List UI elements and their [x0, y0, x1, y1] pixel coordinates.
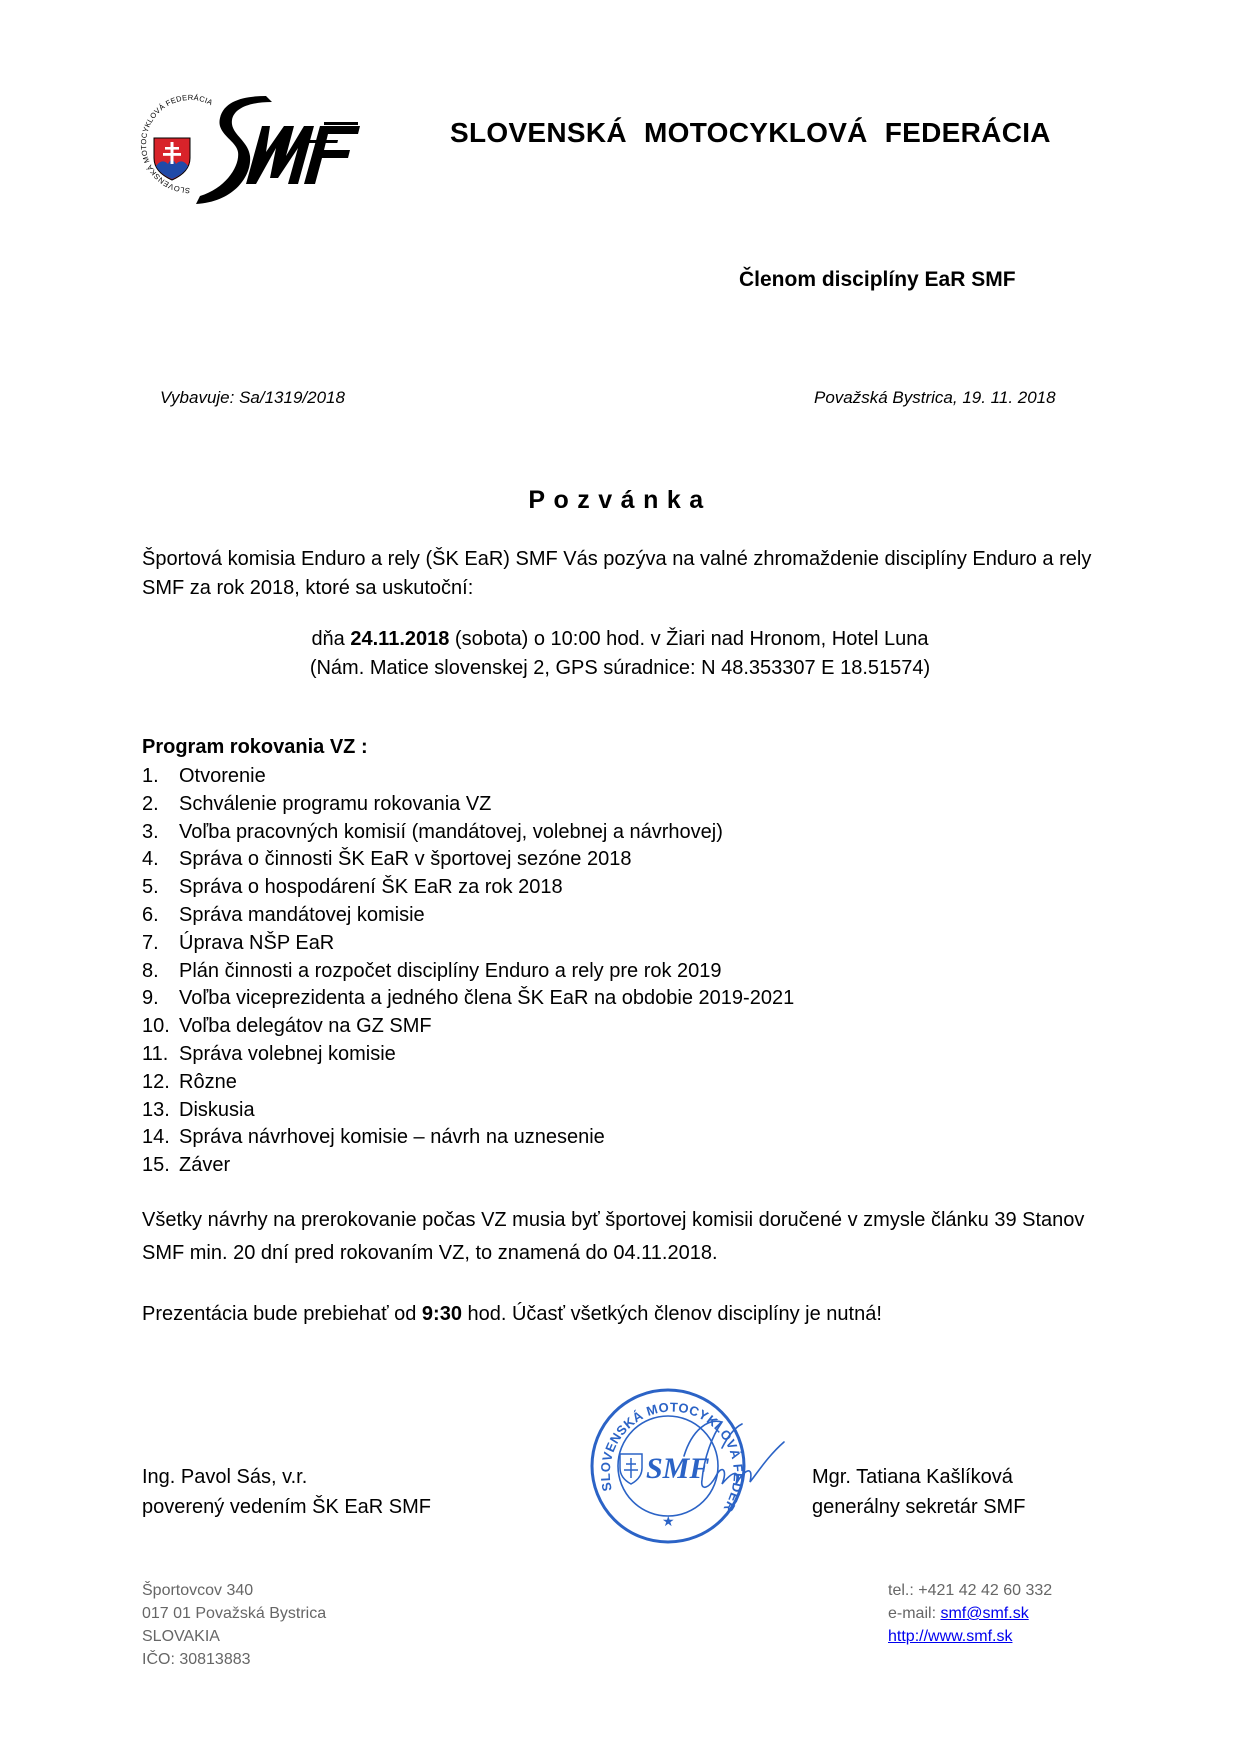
organization-name: SLOVENSKÁ MOTOCYKLOVÁ FEDERÁCIA — [450, 117, 1051, 148]
footer-email-link[interactable]: smf@smf.sk — [940, 1605, 1029, 1622]
footer-contact — [888, 1579, 1052, 1648]
agenda-item — [142, 1013, 1042, 1041]
program-heading: Program rokovania VZ : — [142, 736, 368, 758]
recipient: Členom disciplíny EaR SMF — [739, 268, 1016, 291]
agenda-item-number: 7. — [142, 931, 159, 954]
agenda-item — [142, 902, 1042, 930]
signatory-left-role: poverený vedením ŠK EaR SMF — [142, 1496, 432, 1518]
signature-right — [812, 1462, 1025, 1522]
agenda-item-number: 12. — [142, 1070, 170, 1093]
agenda-item — [142, 1069, 1042, 1097]
agenda-item — [142, 819, 1042, 847]
submission-note: Všetky návrhy na prerokovanie počas VZ musia byť športovej komisii doručené v zmysle článku 39 Stanov SMF min. 20 dní pred rokovaním VZ, to znamená do 04.11.2018. — [142, 1209, 1085, 1264]
agenda-item — [142, 1152, 1042, 1180]
agenda-item-text: Rôzne — [179, 1070, 237, 1093]
stamp-star-icon: ★ — [662, 1513, 675, 1529]
signatory-right-name: Mgr. Tatiana Kašlíková — [812, 1466, 1013, 1488]
agenda-item — [142, 763, 1042, 791]
agenda-item — [142, 958, 1042, 986]
registration-suffix: hod. Účasť všetkých členov disciplíny je nutná! — [461, 1303, 882, 1325]
footer-city: 017 01 Považská Bystrica — [142, 1605, 327, 1622]
signatory-right-role: generálny sekretár SMF — [812, 1496, 1026, 1518]
agenda-item-number: 9. — [142, 987, 159, 1010]
venue-details: (sobota) o 10:00 hod. v Žiari nad Hronom, Hotel Luna — [449, 628, 929, 650]
venue-address: (Nám. Matice slovenskej 2, GPS súradnice: N 48.353307 E 18.51574) — [309, 657, 931, 679]
agenda-item-text: Otvorenie — [179, 765, 266, 787]
agenda-item-text: Záver — [179, 1154, 231, 1177]
agenda-item-number: 3. — [142, 820, 159, 843]
agenda-item-text: Diskusia — [179, 1098, 255, 1121]
footer-email-label: e-mail: — [888, 1605, 941, 1622]
stamp-ring-text: SLOVENSKÁ MOTOCYKLOVÁ FEDER — [597, 1399, 746, 1515]
smf-lettering — [196, 96, 360, 204]
footer-web-link[interactable]: http://www.smf.sk — [888, 1628, 1013, 1645]
agenda-item-number: 15. — [142, 1154, 170, 1177]
agenda-item-text: Správa o hospodárení ŠK EaR za rok 2018 — [179, 876, 563, 899]
agenda-item-text: Plán činnosti a rozpočet disciplíny Enduro a rely pre rok 2019 — [179, 959, 722, 982]
agenda-item-text: Voľba pracovných komisií (mandátovej, volebnej a návrhovej) — [179, 820, 723, 843]
venue-prefix: dňa — [311, 628, 351, 650]
agenda-item-text: Schválenie programu rokovania VZ — [179, 792, 492, 815]
agenda-item-text: Správa návrhovej komisie – návrh na uznesenie — [179, 1126, 605, 1149]
agenda-item-number: 14. — [142, 1126, 170, 1149]
venue-date-line — [0, 625, 1240, 654]
agenda-item-number: 8. — [142, 959, 159, 982]
footer-tel: tel.: +421 42 42 60 332 — [888, 1582, 1053, 1599]
agenda-item — [142, 985, 1042, 1013]
agenda-item — [142, 874, 1042, 902]
footer-country: SLOVAKIA — [142, 1628, 220, 1645]
agenda-item-text: Voľba viceprezidenta a jedného člena ŠK EaR na obdobie 2019-2021 — [179, 987, 795, 1010]
document-title: Pozvánka — [528, 486, 712, 514]
agenda-item-number: 4. — [142, 848, 159, 871]
agenda-item-number: 5. — [142, 876, 159, 899]
footer-street: Športovcov 340 — [142, 1582, 254, 1599]
intro-paragraph: Športová komisia Enduro a rely (ŠK EaR) SMF Vás pozýva na valné zhromaždenie disciplíny Enduro a rely SMF za rok 2018, ktoré sa uskutoční: — [142, 548, 1092, 599]
agenda-item-text: Úprava NŠP EaR — [179, 931, 335, 954]
agenda-item-text: Správa mandátovej komisie — [179, 903, 425, 926]
agenda-item-number: 13. — [142, 1098, 170, 1121]
agenda-item-text: Správa o činnosti ŠK EaR v športovej sezóne 2018 — [179, 848, 632, 871]
place-and-date: Považská Bystrica, 19. 11. 2018 — [814, 388, 1056, 407]
stamp-mark: SMF — [646, 1452, 710, 1485]
signature-left — [142, 1462, 431, 1522]
registration-note — [142, 1300, 882, 1329]
agenda-list — [142, 763, 1042, 1180]
logo-mark: SMF — [138, 92, 141, 93]
venue-block — [0, 625, 1240, 683]
agenda-item-number: 6. — [142, 903, 159, 926]
reference-number: Vybavuje: Sa/1319/2018 — [160, 388, 345, 407]
agenda-item-text: Správa volebnej komisie — [179, 1042, 396, 1065]
agenda-item-number: 1. — [142, 765, 159, 787]
registration-prefix: Prezentácia bude prebiehať od — [142, 1303, 422, 1325]
agenda-item — [142, 1041, 1042, 1069]
agenda-item-number: 10. — [142, 1015, 170, 1038]
registration-time: 9:30 — [421, 1303, 462, 1325]
agenda-item — [142, 930, 1042, 958]
agenda-item — [142, 846, 1042, 874]
signatory-left-name: Ing. Pavol Sás, v.r. — [142, 1466, 308, 1488]
smf-logo — [138, 92, 360, 220]
footer-address — [142, 1579, 326, 1671]
agenda-item — [142, 1097, 1042, 1125]
agenda-item-text: Voľba delegátov na GZ SMF — [179, 1015, 432, 1038]
agenda-item-number: 2. — [142, 792, 159, 815]
venue-date: 24.11.2018 — [350, 628, 450, 650]
agenda-item — [142, 791, 1042, 819]
stamp-shield-icon — [620, 1454, 642, 1484]
footer-email-line — [888, 1602, 1052, 1625]
agenda-item — [142, 1124, 1042, 1152]
official-stamp — [572, 1360, 792, 1550]
footer-ico: IČO: 30813883 — [142, 1651, 251, 1668]
agenda-item-number: 11. — [142, 1042, 169, 1065]
logo-ring-text: SLOVENSKÁ MOTOCYKLOVÁ FEDERÁCIA — [138, 92, 215, 196]
